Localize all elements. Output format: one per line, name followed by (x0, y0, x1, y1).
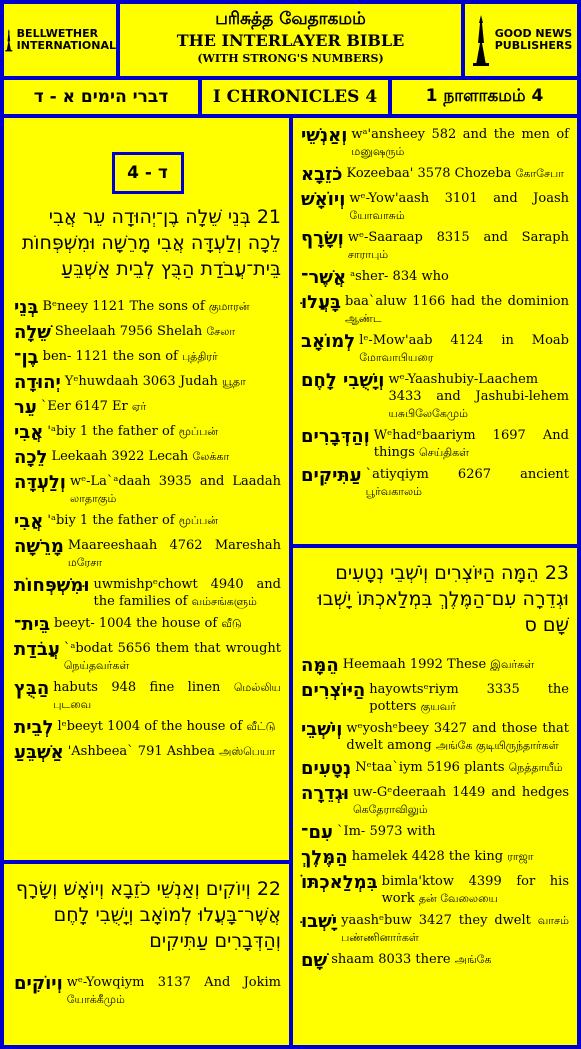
english-gloss: baa`aluw 1166 had the dominion (345, 294, 569, 309)
tamil-gloss: சாராபும் (347, 248, 389, 261)
word-gloss (343, 656, 569, 673)
tamil-gloss: செய்திகள் (419, 446, 470, 459)
word-gloss (68, 537, 281, 571)
word-gloss (349, 190, 569, 224)
tamil-gloss: கோசேபா (515, 167, 564, 180)
word-entry (301, 912, 569, 946)
verse-22-hebrew: 22 וְיוֹקִים וְאַנְשֵׁי כֹזֵבָא וְיוֹאָשׁ וְשָׂרָף אֲשֶׁר־בָּעֲלוּ לְמוֹאָב וְיָשֻׁבִי לָחֶם וְהַדְּבָרִים עַתִּיקִים (15, 878, 281, 952)
tamil-gloss: வீடு (221, 617, 242, 630)
word-gloss (64, 640, 281, 674)
tamil-gloss: வாசம் பண்ணினார்கள் (341, 914, 569, 944)
hebrew-word: בֶן־ (14, 347, 39, 368)
hebrew-word: עַתִּיקִים (301, 465, 362, 486)
tamil-gloss: நெத்தாயீம் (508, 761, 563, 774)
word-entry (14, 718, 281, 738)
tamil-title: பரிசுத்த வேதாகமம் (215, 9, 366, 29)
hebrew-word: אַשְׁבֵּעַ (14, 742, 64, 763)
word-gloss (68, 743, 281, 760)
word-gloss (67, 974, 281, 1008)
word-entry (14, 974, 281, 1008)
chapter-box: ד - 4 (112, 152, 184, 194)
word-entry (301, 190, 569, 224)
hebrew-word: בִּמְלַאכְתּוֹ (301, 872, 378, 893)
verse-21-panel (4, 118, 289, 860)
english-gloss: shaam 8033 there (331, 952, 451, 967)
word-gloss (47, 423, 281, 440)
word-gloss (366, 466, 569, 500)
verse-22-panel (4, 864, 289, 1045)
hebrew-word: וְיָשֻׁבִי לָחֶם (301, 370, 385, 391)
english-gloss: Wᵉhadᵉbaariym 1697 And things (373, 428, 569, 460)
hebrew-word: וְלַעְדָּה (14, 472, 66, 493)
english-gloss: wᵃ'ansheey 582 and the men of (351, 127, 569, 142)
word-gloss (47, 512, 281, 529)
word-gloss (70, 473, 281, 507)
english-gloss: Yᵉhuwdaah 3063 Judah (64, 374, 218, 389)
english-gloss: hayowtsᵉriym 3335 the potters (369, 682, 569, 714)
word-entry (301, 873, 569, 907)
word-gloss (341, 912, 569, 946)
word-entry (301, 720, 569, 754)
verse-21-hebrew: 21 בְּנֵי שֵׁלָה בֶן־יְהוּדָה עֵר אֲבִי לֵכָה וְלַעְדָּה אֲבִי מָרֵשָׁה וּמִשְׁפְּחוֹת בֵּית־עֲבֹדַת הַבֻּץ לְבֵית אַשְׁבֵּעַ (21, 206, 281, 280)
english-gloss: Maareeshaah 4762 Mareshah (67, 538, 281, 553)
tamil-gloss: கெதேராவிலும் (353, 803, 428, 816)
word-entry (301, 332, 569, 366)
english-gloss: hamelek 4428 the king (351, 849, 504, 864)
english-gloss: wᵉ-La`ᵃdaah 3935 and Laadah (69, 474, 281, 489)
word-entry (301, 848, 569, 868)
verse-22-entries (14, 974, 281, 1008)
word-entry (301, 371, 569, 422)
tamil-gloss: லேக்கா (192, 450, 230, 463)
good-news-logo (465, 4, 577, 76)
hebrew-word: עֵר (14, 397, 37, 418)
logo-line-1: BELLWETHER (16, 27, 99, 40)
bellwether-logo (4, 4, 116, 76)
english-gloss: bimla'ktow 4399 for his work (381, 874, 569, 906)
verse-23-panel (293, 548, 577, 1045)
hebrew-word: וְיוֹקִים (14, 973, 63, 994)
hebrew-word: בָּעֲלוּ (301, 292, 342, 313)
hebrew-word: וְיֹשְׁבֵי (301, 719, 343, 740)
word-gloss (351, 126, 569, 160)
word-gloss (359, 332, 569, 366)
hebrew-word: וְאַנְשֵׁי (301, 125, 348, 146)
tamil-gloss: யசுபிலேகேமும் (388, 407, 468, 420)
tamil-gloss: சேலா (206, 325, 236, 338)
word-entry (14, 615, 281, 635)
word-entry (301, 427, 569, 461)
verse-22-continued-entries (301, 126, 569, 500)
english-gloss: lᵉ-Mow'aab 4124 in Moab (359, 333, 569, 348)
word-gloss (382, 873, 569, 907)
hebrew-word: לְבֵית (14, 717, 54, 738)
word-entry (301, 268, 569, 288)
english-gloss: Leekaah 3922 Lecah (51, 449, 189, 464)
word-gloss (94, 576, 281, 610)
tamil-gloss: அஸ்பெயா (219, 745, 276, 758)
english-gloss: ben- 1121 the son of (42, 349, 178, 364)
tamil-gloss: குயவர் (420, 700, 457, 713)
word-gloss (337, 823, 569, 840)
word-gloss (353, 784, 569, 818)
word-gloss (355, 759, 569, 776)
tamil-gloss: மூப்பன் (178, 514, 218, 527)
word-entry (14, 323, 281, 343)
hebrew-word: וְיוֹאָשׁ (301, 189, 346, 210)
banner-english: I CHRONICLES 4 (202, 80, 388, 114)
hebrew-word: וּמִשְׁפְּחוֹת (14, 575, 90, 596)
word-entry (14, 298, 281, 318)
english-gloss: ᵃsher- 834 who (350, 269, 449, 284)
word-entry (301, 293, 569, 327)
hebrew-word: יָשְׁבוּ (301, 911, 338, 932)
verse-21-entries (14, 298, 281, 763)
english-gloss: habuts 948 fine linen (53, 680, 221, 695)
tamil-gloss: தன் வேலையை (418, 892, 498, 905)
tamil-gloss: யோக்கீமும் (66, 993, 125, 1006)
title-block (120, 4, 461, 76)
word-gloss (388, 371, 569, 422)
word-gloss (374, 427, 569, 461)
word-gloss (352, 848, 569, 865)
english-gloss: `atiyqiym 6267 ancient (365, 467, 569, 482)
verse-23-hebrew: 23 הֵמָּה הַיּוֹצְרִים וְיֹשְׁבֵי נְטָעִים וּגְדֵרָה עִם־הַמֶּלֶךְ בִּמְלַאכְתּוֹ יָשְׁבוּ שָׁם ס (317, 562, 569, 636)
word-entry (14, 423, 281, 443)
hebrew-word: בֵּית־ (14, 614, 51, 635)
word-gloss (43, 348, 281, 365)
hebrew-word: הֵמָּה (301, 655, 339, 676)
logo-line-2: PUBLISHERS (494, 39, 573, 52)
word-entry (301, 951, 569, 971)
word-gloss (345, 293, 569, 327)
word-gloss (350, 268, 569, 285)
english-gloss: `Im- 5973 with (336, 824, 436, 839)
english-gloss: `ᵃbodat 5656 them that wrought (63, 641, 281, 656)
word-entry (14, 640, 281, 674)
tamil-gloss: புத்திரர் (181, 350, 218, 363)
hebrew-word: וּגְדֵרָה (301, 783, 350, 804)
word-gloss (346, 720, 569, 754)
english-gloss: 'Ashbeea` 791 Ashbea (67, 744, 215, 759)
hebrew-word: הַמֶּלֶךְ (301, 847, 348, 868)
english-gloss: yaashᵉbuw 3427 they dwelt (341, 913, 531, 928)
tamil-gloss: யோவாசும் (349, 209, 405, 222)
english-gloss: uw-Gᵉdeeraah 1449 and hedges (353, 785, 569, 800)
tower-icon (470, 13, 492, 67)
tamil-gloss: மெல்லிய புடவை (53, 681, 281, 711)
word-entry (14, 398, 281, 418)
english-gloss: Bᵉneey 1121 The sons of (42, 299, 205, 314)
english-gloss: wᵉ-Saaraap 8315 and Saraph (347, 230, 569, 245)
english-gloss: Sheelaah 7956 Shelah (54, 324, 203, 339)
hebrew-word: הַבֻּץ (14, 678, 50, 699)
word-entry (301, 823, 569, 843)
english-gloss: Heemaah 1992 These (342, 657, 487, 672)
english-gloss: wᵉyoshᵉbeey 3427 and those that dwelt among (346, 721, 569, 753)
english-gloss: `Eer 6147 Er (40, 399, 128, 414)
word-gloss (55, 323, 281, 340)
english-gloss: uwmishpᵉchowt 4940 and the families of (93, 577, 281, 609)
english-gloss: Nᵉtaa`iym 5196 plants (355, 760, 505, 775)
tamil-gloss: வீட்டு (246, 720, 276, 733)
hebrew-word: לֵכָה (14, 447, 48, 468)
tamil-gloss: மோவாபியரை (359, 351, 434, 364)
hebrew-word: עֲבֹדַת (14, 639, 60, 660)
word-gloss (41, 398, 281, 415)
word-entry (301, 681, 569, 715)
tamil-gloss: மரேசா (67, 556, 103, 569)
english-gloss: wᵉ-Yowqiym 3137 And Jokim (66, 975, 281, 990)
tamil-gloss: ஆண்ட (345, 312, 382, 325)
word-gloss (65, 373, 281, 390)
word-gloss (346, 165, 569, 182)
hebrew-word: בְּנֵי (14, 297, 39, 318)
logo-line-1: GOOD NEWS (494, 27, 573, 40)
word-entry (14, 576, 281, 610)
tamil-gloss: யூதா (222, 375, 246, 388)
word-gloss (331, 951, 569, 968)
english-gloss: wᵉ-Yow'aash 3101 and Joash (349, 191, 569, 206)
tamil-gloss: வம்சங்களும் (191, 595, 257, 608)
tamil-gloss: நெய்தவர்கள் (63, 659, 130, 672)
tamil-gloss: மூப்பன் (178, 425, 218, 438)
word-gloss (369, 681, 569, 715)
word-entry (301, 126, 569, 160)
word-entry (301, 784, 569, 818)
word-gloss (42, 298, 281, 315)
tower-icon (4, 13, 14, 67)
hebrew-word: יְהוּדָה (14, 372, 61, 393)
tamil-gloss: லாதாகும் (69, 492, 117, 505)
logo-line-2: INTERNATIONAL (16, 39, 116, 52)
tamil-gloss: அங்கே குடியிருந்தார்கள் (435, 739, 559, 752)
tamil-gloss: அங்கே (454, 953, 492, 966)
word-entry (14, 448, 281, 468)
banner-tamil: 1 நாளாகமம் 4 (392, 80, 577, 114)
hebrew-word: נְטָעִים (301, 758, 352, 779)
verse-22-continued-panel (293, 118, 577, 544)
word-entry (301, 165, 569, 185)
hebrew-word: אֲבִי (14, 511, 44, 532)
hebrew-word: הַיּוֹצְרִים (301, 680, 366, 701)
hebrew-word: אֲשֶׁר־ (301, 267, 347, 288)
word-gloss (54, 615, 281, 632)
word-entry (14, 537, 281, 571)
hebrew-word: וְשָׂרָף (301, 228, 344, 249)
word-entry (14, 373, 281, 393)
english-gloss: lᵉbeeyt 1004 of the house of (57, 719, 243, 734)
english-gloss: 'ᵃbiy 1 the father of (47, 424, 175, 439)
english-gloss: beeyt- 1004 the house of (54, 616, 218, 631)
tamil-gloss: குமாரன் (208, 300, 250, 313)
page-title: THE INTERLAYER BIBLE (176, 31, 405, 50)
hebrew-word: שֵׁלָה (14, 322, 51, 343)
english-gloss: 'ᵃbiy 1 the father of (47, 513, 175, 528)
tamil-gloss: பூர்வகாலம் (365, 485, 422, 498)
english-gloss: Kozeebaa' 3578 Chozeba (346, 166, 512, 181)
hebrew-word: שָׁם (301, 950, 328, 971)
word-entry (301, 229, 569, 263)
hebrew-word: עִם־ (301, 822, 333, 843)
word-entry (14, 512, 281, 532)
word-entry (14, 743, 281, 763)
hebrew-word: לְמוֹאָב (301, 331, 356, 352)
word-gloss (53, 679, 281, 713)
word-entry (301, 656, 569, 676)
page-subtitle: (WITH STRONG'S NUMBERS) (197, 52, 384, 65)
word-entry (14, 679, 281, 713)
word-gloss (51, 448, 281, 465)
tamil-gloss: ஏர் (131, 400, 147, 413)
english-gloss: wᵉ-Yaashubiy-Laachem 3433 and Jashubi-lehem (388, 372, 569, 404)
tamil-gloss: இவர்கள் (490, 658, 535, 671)
hebrew-word: מָרֵשָׁה (14, 536, 64, 557)
banner-hebrew: דברי הימים א - ד (4, 80, 198, 114)
tamil-gloss: மனுஷரும் (351, 145, 405, 158)
hebrew-word: כֹזֵבָא (301, 164, 343, 185)
verse-23-entries (301, 656, 569, 971)
word-entry (301, 466, 569, 500)
word-entry (14, 348, 281, 368)
hebrew-word: וְהַדְּבָרִים (301, 426, 370, 447)
word-entry (14, 473, 281, 507)
tamil-gloss: ராஜா (507, 850, 534, 863)
word-entry (301, 759, 569, 779)
word-gloss (348, 229, 569, 263)
hebrew-word: אֲבִי (14, 422, 44, 443)
word-gloss (57, 718, 281, 735)
